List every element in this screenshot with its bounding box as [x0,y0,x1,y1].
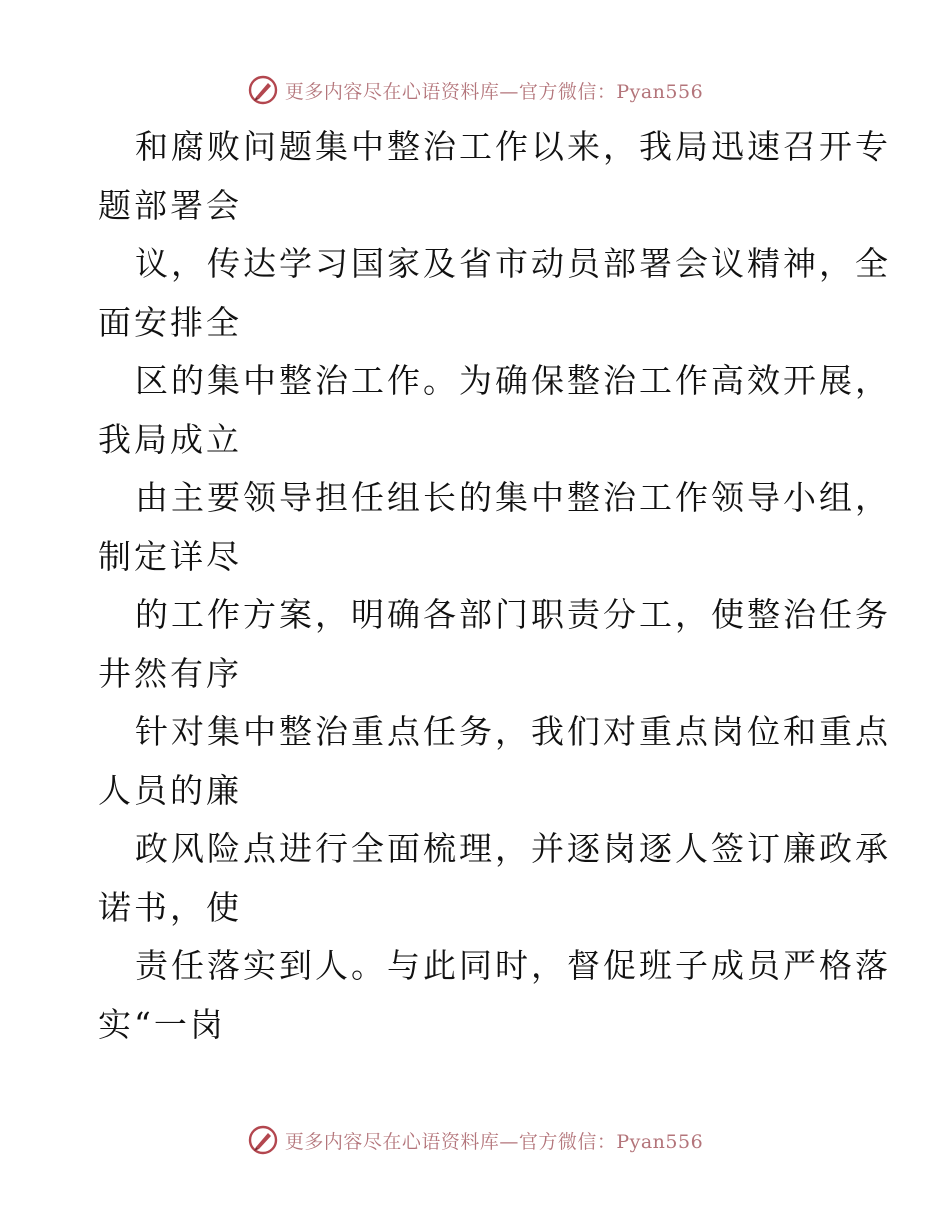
text-line: 题部署会 [98,185,242,225]
text-line: 面安排全 [98,302,242,342]
text-line: 议，传达学习国家及省市动员部署会议精神，全 [135,244,891,283]
text-line: 人员的廉 [98,770,242,810]
text-line: 和腐败问题集中整治工作以来，我局迅速召开专 [135,127,891,166]
text-line: 井然有序 [98,653,242,693]
text-line: 的工作方案，明确各部门职责分工，使整治任务 [135,595,891,634]
text-line: 区的集中整治工作。为确保整治工作高效开展， [135,361,891,400]
watermark-text: 更多内容尽在心语资料库—官方微信：Pyan556 [284,1130,704,1153]
text-line: 责任落实到人。与此同时，督促班子成员严格落 [135,946,891,985]
footer-watermark [0,1120,950,1160]
text-line: 诺书，使 [98,887,242,927]
document-body [98,118,891,1054]
text-line: 我局成立 [98,419,242,459]
text-line: 由主要领导担任组长的集中整治工作领导小组， [135,478,891,517]
text-line: 实“一岗 [98,1004,226,1044]
text-line: 政风险点进行全面梳理，并逐岗逐人签订廉政承 [135,829,891,868]
watermark-text: 更多内容尽在心语资料库—官方微信：Pyan556 [284,80,704,103]
quill-pen-logo-icon [247,1124,279,1156]
text-line: 制定详尽 [98,536,242,576]
header-watermark [0,70,950,110]
quill-pen-logo-icon [247,74,279,106]
text-line: 针对集中整治重点任务，我们对重点岗位和重点 [135,712,891,751]
